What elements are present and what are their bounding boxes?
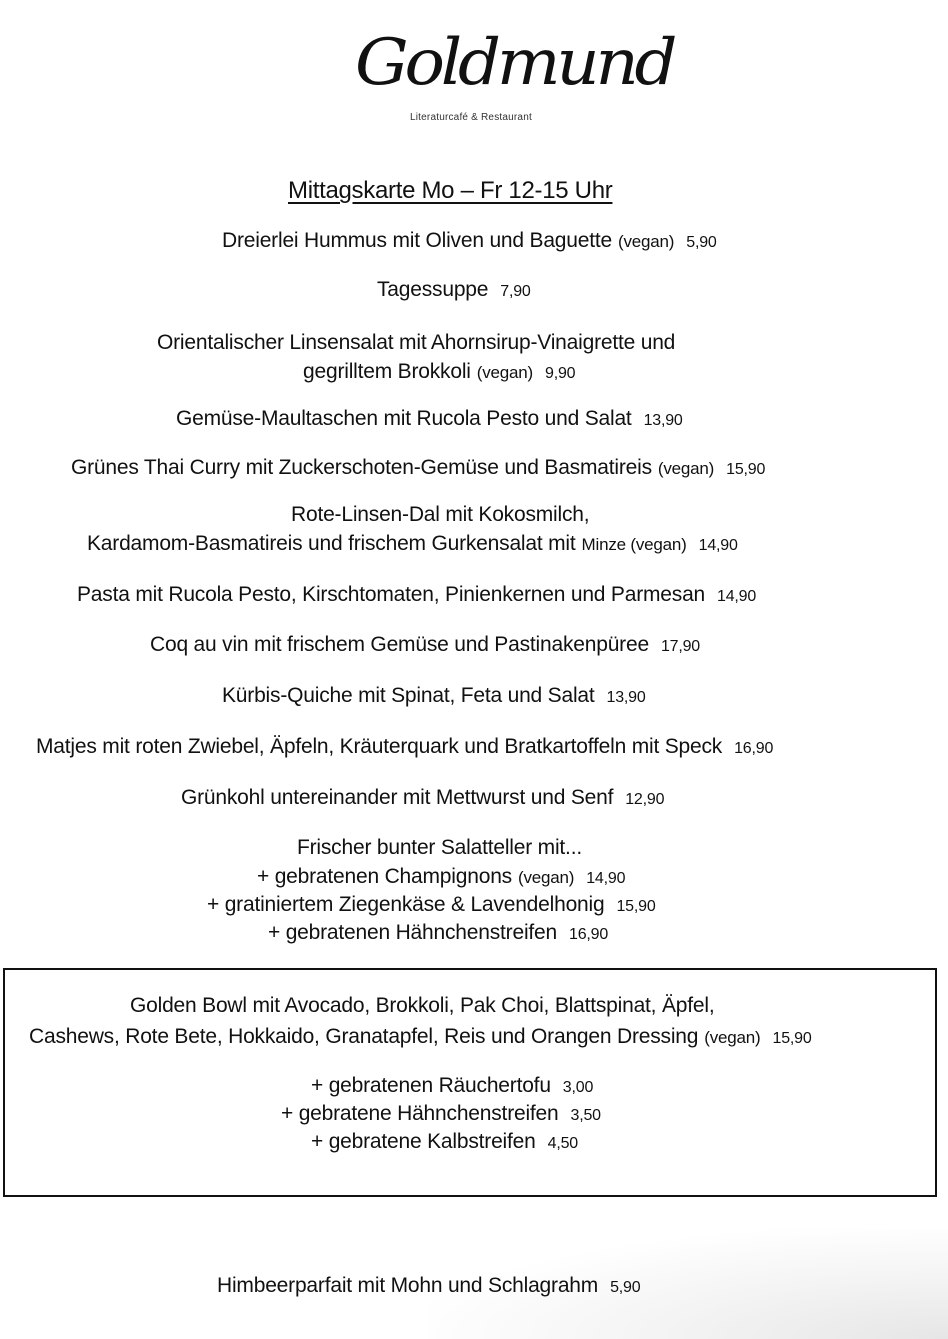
item-price: 13,90 bbox=[606, 689, 646, 706]
dessert-item bbox=[217, 1274, 640, 1298]
item-name: + gebratenen Räuchertofu bbox=[311, 1074, 551, 1097]
bowl-line: Golden Bowl mit Avocado, Brokkoli, Pak Choi, Blattspinat, Äpfel, bbox=[130, 994, 715, 1017]
item-name: + gebratene Kalbstreifen bbox=[311, 1130, 536, 1153]
item-price: 3,50 bbox=[570, 1107, 601, 1124]
menu-item bbox=[377, 278, 531, 302]
item-price: 14,90 bbox=[586, 870, 626, 887]
menu-item bbox=[181, 786, 664, 810]
salad-option bbox=[257, 865, 625, 889]
item-price: 13,90 bbox=[643, 412, 683, 429]
item-name: + gebratenen Champignons bbox=[257, 865, 512, 888]
item-name: Matjes mit roten Zwiebel, Äpfeln, Kräuterquark und Bratkartoffeln mit Speck bbox=[36, 735, 723, 758]
menu-item bbox=[71, 456, 765, 480]
item-name: Kardamom-Basmatireis und frischem Gurkensalat mit bbox=[87, 532, 576, 555]
salad-heading: Frischer bunter Salatteller mit... bbox=[297, 836, 582, 859]
item-tag: Minze (vegan) bbox=[581, 535, 687, 554]
item-tag: (vegan) bbox=[476, 363, 534, 382]
item-name: Pasta mit Rucola Pesto, Kirschtomaten, Pinienkernen und Parmesan bbox=[77, 583, 706, 606]
item-name: + gratiniertem Ziegenkäse & Lavendelhonig bbox=[207, 893, 605, 916]
item-price: 15,90 bbox=[772, 1030, 812, 1047]
menu-item bbox=[77, 583, 756, 607]
item-price: 17,90 bbox=[660, 638, 700, 655]
menu-item bbox=[87, 532, 738, 556]
item-price: 15,90 bbox=[726, 461, 766, 478]
item-tag: (vegan) bbox=[704, 1028, 761, 1047]
item-price: 16,90 bbox=[569, 926, 609, 943]
item-name: + gebratene Hähnchenstreifen bbox=[281, 1102, 559, 1125]
item-price: 14,90 bbox=[717, 588, 757, 605]
item-name: Kürbis-Quiche mit Spinat, Feta und Salat bbox=[222, 684, 595, 707]
bowl-item bbox=[29, 1025, 812, 1049]
item-name: Grünkohl untereinander mit Mettwurst und Senf bbox=[181, 786, 614, 809]
item-name: Tagessuppe bbox=[377, 278, 489, 301]
menu-item bbox=[222, 229, 717, 253]
item-tag: (vegan) bbox=[657, 459, 715, 478]
item-tag: (vegan) bbox=[517, 868, 575, 887]
item-price: 14,90 bbox=[698, 537, 738, 554]
item-price: 12,90 bbox=[625, 791, 665, 808]
item-name: Grünes Thai Curry mit Zuckerschoten-Gemüse und Basmatireis bbox=[71, 456, 652, 479]
menu-item bbox=[150, 633, 700, 657]
salad-option bbox=[207, 893, 656, 917]
menu-item bbox=[303, 360, 575, 384]
menu-title: Mittagskarte Mo – Fr 12-15 Uhr bbox=[288, 177, 613, 204]
item-price: 15,90 bbox=[616, 898, 656, 915]
logo-script: Goldmund bbox=[355, 26, 674, 100]
item-name: Coq au vin mit frischem Gemüse und Pastinakenpüree bbox=[150, 633, 649, 656]
bowl-extra bbox=[281, 1102, 601, 1126]
item-price: 3,00 bbox=[562, 1079, 594, 1096]
item-price: 9,90 bbox=[545, 365, 576, 382]
salad-option bbox=[268, 921, 608, 945]
menu-item-line: Rote-Linsen-Dal mit Kokosmilch, bbox=[291, 503, 590, 526]
item-price: 5,90 bbox=[686, 234, 717, 251]
logo bbox=[355, 26, 674, 132]
item-tag: (vegan) bbox=[618, 232, 675, 251]
item-name: Gemüse-Maultaschen mit Rucola Pesto und Salat bbox=[176, 407, 632, 430]
item-price: 7,90 bbox=[500, 283, 531, 300]
item-price: 5,90 bbox=[610, 1279, 641, 1296]
menu-item bbox=[176, 407, 683, 431]
item-name: + gebratenen Hähnchenstreifen bbox=[268, 921, 557, 944]
item-name: Himbeerparfait mit Mohn und Schlagrahm bbox=[217, 1274, 599, 1297]
menu-item-line: Orientalischer Linsensalat mit Ahornsirup-Vinaigrette und bbox=[157, 331, 676, 354]
bowl-extra bbox=[311, 1130, 578, 1154]
item-name: Dreierlei Hummus mit Oliven und Baguette bbox=[222, 229, 612, 252]
menu-item bbox=[222, 684, 646, 708]
bowl-extra bbox=[311, 1074, 593, 1098]
item-name: Cashews, Rote Bete, Hokkaido, Granatapfel, Reis und Orangen Dressing bbox=[29, 1025, 699, 1048]
item-price: 16,90 bbox=[734, 740, 774, 757]
item-price: 4,50 bbox=[547, 1135, 578, 1152]
logo-subtitle: Literaturcafé & Restaurant bbox=[410, 112, 532, 123]
menu-item bbox=[36, 735, 773, 759]
item-name: gegrilltem Brokkoli bbox=[303, 360, 471, 383]
